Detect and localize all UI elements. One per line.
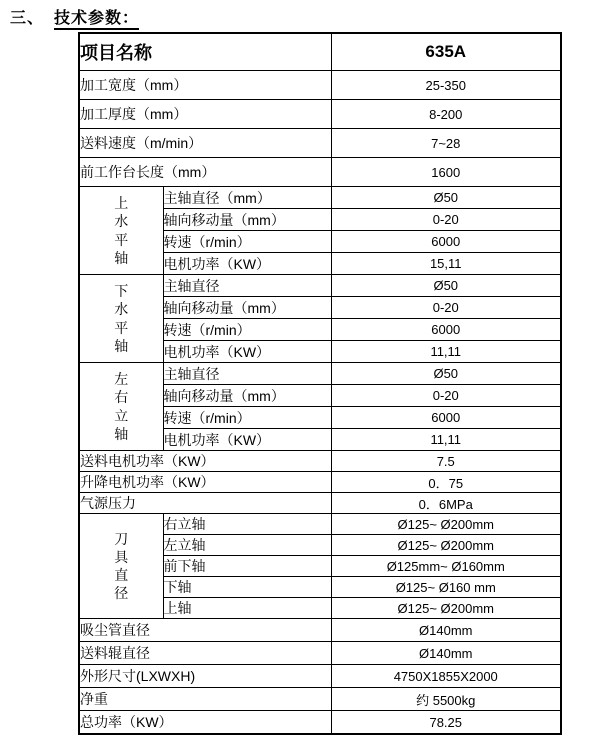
- row-label: 送料电机功率（KW）: [79, 451, 331, 472]
- row-label: 转速（r/min）: [163, 319, 331, 341]
- row-label: 送料速度（m/min）: [79, 129, 331, 158]
- table-row: [79, 619, 561, 642]
- row-label: 前下轴: [163, 556, 331, 577]
- group-label: 下水平轴: [114, 283, 129, 354]
- row-value: 0．75: [331, 472, 561, 493]
- row-value: 25-350: [331, 71, 561, 100]
- spec-table: [78, 32, 562, 735]
- row-value: 11,11: [331, 341, 561, 363]
- row-value: Ø125mm~ Ø160mm: [331, 556, 561, 577]
- group-cell-cutter-diameter: [79, 514, 163, 619]
- row-label: 下轴: [163, 577, 331, 598]
- row-value: 6000: [331, 319, 561, 341]
- row-label: 加工厚度（mm）: [79, 100, 331, 129]
- row-value: Ø125~ Ø200mm: [331, 598, 561, 619]
- row-value: 7~28: [331, 129, 561, 158]
- row-label: 加工宽度（mm）: [79, 71, 331, 100]
- table-row: [79, 275, 561, 297]
- group-label: 上水平轴: [114, 195, 129, 266]
- table-row: [79, 642, 561, 665]
- row-value: 8-200: [331, 100, 561, 129]
- row-label: 左立轴: [163, 535, 331, 556]
- table-row: [79, 187, 561, 209]
- table-row: [79, 514, 561, 535]
- row-label: 前工作台长度（mm）: [79, 158, 331, 187]
- section-title: [10, 5, 600, 28]
- row-value: Ø125~ Ø160 mm: [331, 577, 561, 598]
- row-value: 78.25: [331, 711, 561, 735]
- row-value: Ø50: [331, 275, 561, 297]
- row-label: 转速（r/min）: [163, 407, 331, 429]
- row-label: 气源压力: [79, 493, 331, 514]
- row-label: 电机功率（KW）: [163, 341, 331, 363]
- row-value: 15,11: [331, 253, 561, 275]
- row-value: 1600: [331, 158, 561, 187]
- table-row: [79, 711, 561, 735]
- row-value: 4750X1855X2000: [331, 665, 561, 688]
- table-row: [79, 451, 561, 472]
- row-label: 轴向移动量（mm）: [163, 297, 331, 319]
- group-label: 刀具直径: [114, 530, 129, 602]
- header-model: 635A: [331, 33, 561, 71]
- row-value: 0．6MPa: [331, 493, 561, 514]
- table-row: [79, 493, 561, 514]
- row-value: Ø50: [331, 363, 561, 385]
- row-value: 0-20: [331, 297, 561, 319]
- row-label: 吸尘管直径: [79, 619, 331, 642]
- row-label: 转速（r/min）: [163, 231, 331, 253]
- row-value: Ø140mm: [331, 642, 561, 665]
- row-value: Ø125~ Ø200mm: [331, 535, 561, 556]
- row-label: 送料辊直径: [79, 642, 331, 665]
- row-label: 净重: [79, 688, 331, 711]
- table-row: [79, 688, 561, 711]
- row-value: 约 5500kg: [331, 688, 561, 711]
- row-label: 上轴: [163, 598, 331, 619]
- row-value: 11,11: [331, 429, 561, 451]
- table-row: [79, 100, 561, 129]
- row-label: 轴向移动量（mm）: [163, 209, 331, 231]
- row-label: 主轴直径（mm）: [163, 187, 331, 209]
- table-row: [79, 129, 561, 158]
- table-row: [79, 71, 561, 100]
- header-item-name: 项目名称: [79, 33, 331, 71]
- row-label: 主轴直径: [163, 275, 331, 297]
- table-row: [79, 363, 561, 385]
- row-label: 电机功率（KW）: [163, 253, 331, 275]
- table-row: [79, 158, 561, 187]
- row-label: 外形尺寸(LXWXH): [79, 665, 331, 688]
- row-value: 6000: [331, 407, 561, 429]
- row-value: Ø50: [331, 187, 561, 209]
- row-value: Ø125~ Ø200mm: [331, 514, 561, 535]
- row-value: 7.5: [331, 451, 561, 472]
- row-label: 升降电机功率（KW）: [79, 472, 331, 493]
- section-number: 三、: [10, 10, 45, 27]
- group-label: 左右立轴: [114, 371, 129, 442]
- row-label: 轴向移动量（mm）: [163, 385, 331, 407]
- group-cell-left-right-vertical-axis: [79, 363, 163, 451]
- row-label: 总功率（KW）: [79, 711, 331, 735]
- row-value: 6000: [331, 231, 561, 253]
- group-cell-upper-horizontal-axis: [79, 187, 163, 275]
- group-cell-lower-horizontal-axis: [79, 275, 163, 363]
- table-row: [79, 472, 561, 493]
- row-value: Ø140mm: [331, 619, 561, 642]
- row-label: 右立轴: [163, 514, 331, 535]
- table-row: [79, 665, 561, 688]
- row-label: 主轴直径: [163, 363, 331, 385]
- section-title-text: 技术参数：: [54, 10, 139, 30]
- table-header-row: [79, 33, 561, 71]
- row-value: 0-20: [331, 385, 561, 407]
- row-value: 0-20: [331, 209, 561, 231]
- row-label: 电机功率（KW）: [163, 429, 331, 451]
